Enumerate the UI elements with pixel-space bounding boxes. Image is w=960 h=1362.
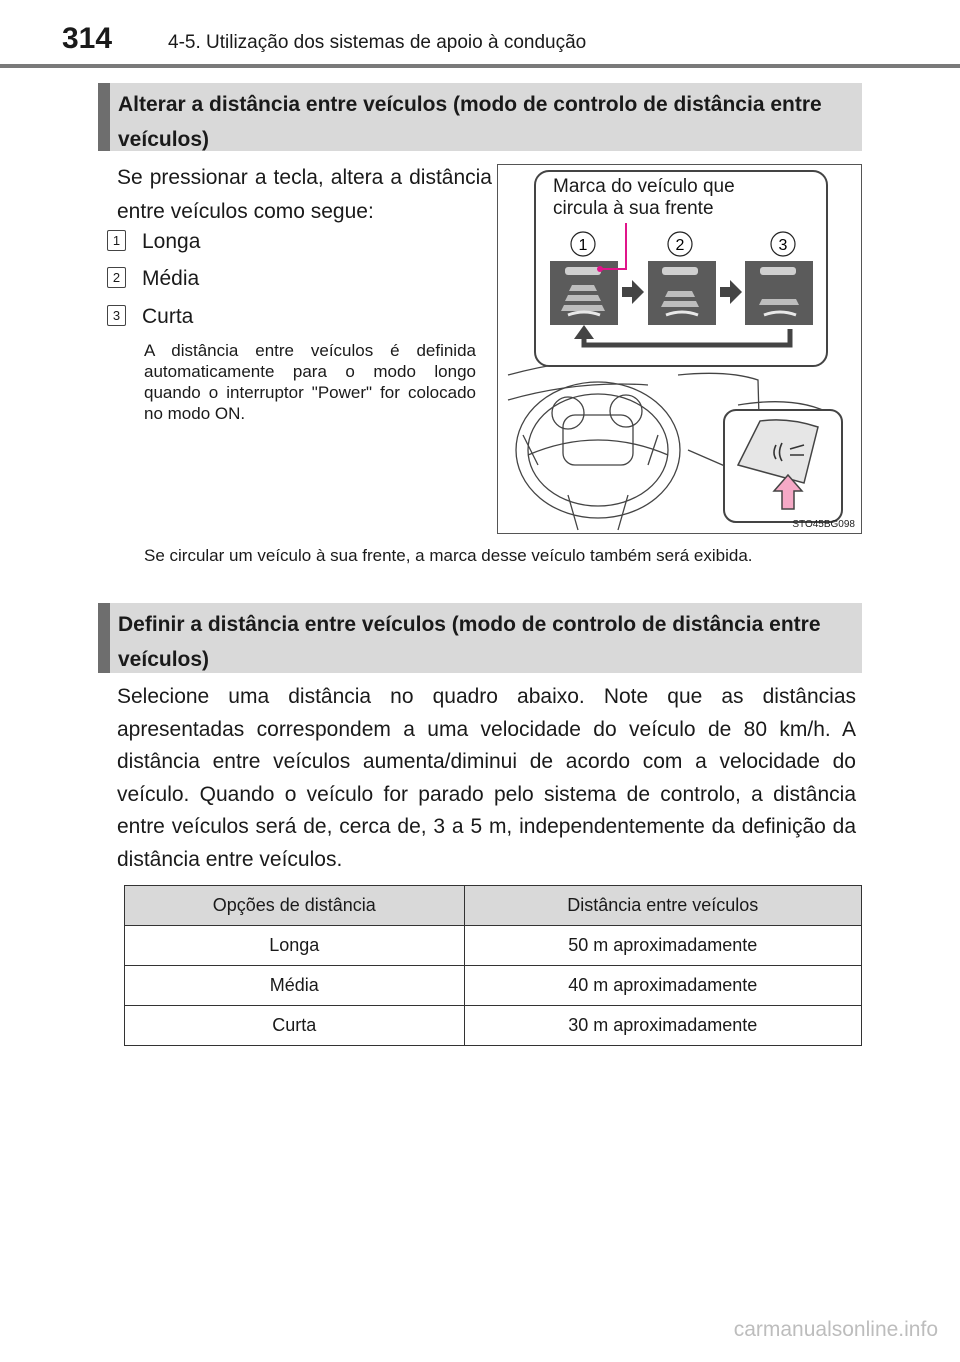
table-cell: 30 m aproximadamente (464, 1006, 861, 1046)
table-header-cell: Opções de distância (125, 886, 465, 926)
callout-leader-dot (597, 266, 603, 272)
step-label-2: 2 (675, 237, 685, 254)
table-header-cell: Distância entre veículos (464, 886, 861, 926)
section-heading-change-distance: Alterar a distância entre veículos (modo de controlo de distância entre veículos) (98, 83, 862, 151)
table-cell: 50 m aproximadamente (464, 926, 861, 966)
display-screen-short (745, 261, 813, 325)
table-row (125, 966, 862, 1006)
figure-callout-text: Marca do veículo que circula à sua frente (553, 176, 735, 219)
option-label: Média (142, 267, 200, 290)
display-screen-long (550, 261, 618, 325)
option-number-badge: 2 (107, 267, 126, 288)
site-watermark: carmanualsonline.info (733, 1318, 938, 1341)
table-cell: Longa (125, 926, 465, 966)
table-cell: Curta (125, 1006, 465, 1046)
table-row (125, 1006, 862, 1046)
option-item-3 (107, 302, 193, 332)
option-item-2 (107, 264, 199, 294)
option-label: Curta (142, 305, 194, 328)
distance-switch-figure (497, 164, 862, 534)
table-row (125, 926, 862, 966)
option-number-badge: 1 (107, 230, 126, 251)
table-cell: Média (125, 966, 465, 1006)
option-number-badge: 3 (107, 305, 126, 326)
preceding-vehicle-note: Se circular um veículo à sua frente, a marca desse veículo também será exibida. (144, 546, 753, 565)
page-number: 314 (62, 22, 113, 55)
distance-explanation-paragraph: Selecione uma distância no quadro abaixo. Note que as distâncias apresentadas correspondem a uma velocidade do veículo de 80 km/h. A distância entre veículos aumenta/diminui de acordo com a velocidade do veículo. Quando o veículo for parado pelo sistema de controlo, a distância entre veículos será de, cerca de, 3 a 5 m, independentemente da definição da distância entre veículos. (117, 685, 856, 871)
display-screen-medium (648, 261, 716, 325)
distance-table (124, 885, 862, 1046)
step-label-1: 1 (578, 237, 588, 254)
figure-code: STO45BG098 (792, 519, 855, 530)
auto-long-mode-note: A distância entre veículos é definida automaticamente para o modo longo quando o interruptor "Power" for colocado no modo ON. (144, 341, 476, 423)
intro-text: Se pressionar a tecla, altera a distância entre veículos como segue: (117, 166, 492, 223)
header-rule (0, 64, 960, 68)
option-item-1 (107, 227, 200, 257)
table-header-row (125, 886, 862, 926)
option-label: Longa (142, 230, 201, 253)
section-heading-set-distance: Definir a distância entre veículos (modo de controlo de distância entre veículos) (98, 603, 862, 673)
table-cell: 40 m aproximadamente (464, 966, 861, 1006)
running-title: 4-5. Utilização dos sistemas de apoio à condução (168, 32, 587, 53)
figure-illustration (498, 165, 862, 534)
step-label-3: 3 (778, 237, 788, 254)
